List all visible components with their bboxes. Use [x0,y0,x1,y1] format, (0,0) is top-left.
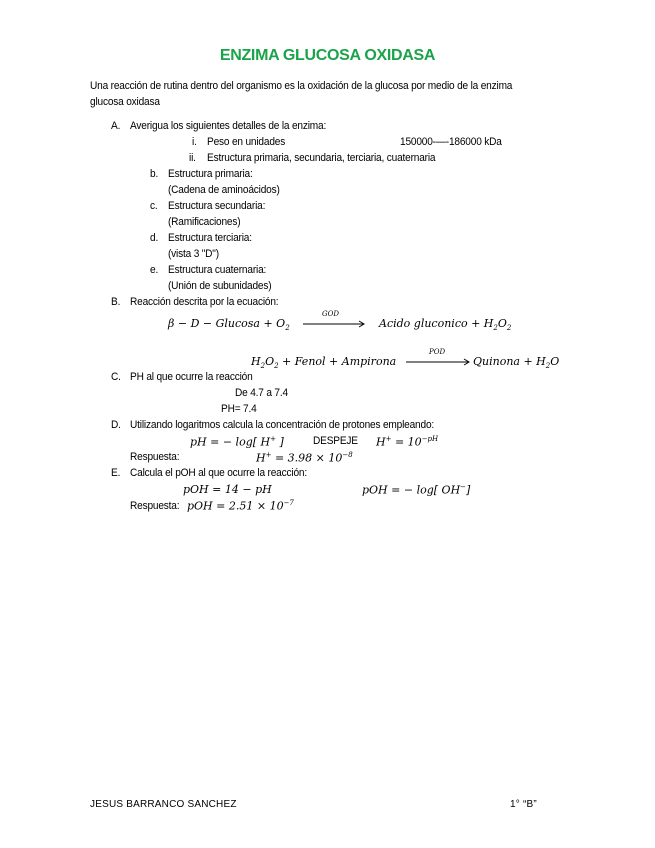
document-title: ENZIMA GLUCOSA OXIDASA [219,47,436,64]
reaction-arrow-1 [303,320,367,328]
footer-group: 1° “B” [510,799,537,810]
footer-author: JESUS BARRANCO SANCHEZ [90,799,237,810]
section-e-answer-label: Respuesta: [130,500,180,512]
section-e-answer: pOH = $2.51 \times 10^{-7}$ [187,499,294,513]
equation-2-right: Quinona + $H_2O$ [473,355,560,371]
equation-1-left: $\beta - D - Glucosa + O_2$ [168,317,290,333]
ph-value: PH= 7.4 [221,403,257,415]
roman-ii-marker: ii. [189,152,196,164]
section-e-marker: E. [111,467,121,479]
roman-ii-text: Estructura primaria, secundaria, terciaria, cuaternaria [207,152,436,164]
item-e-marker: e. [150,264,159,276]
item-c-marker: c. [150,200,158,212]
reaction-arrow-2 [406,358,472,366]
section-c-text: PH al que ocurre la reacción [130,371,253,383]
section-d-answer-label: Respuesta: [130,451,180,463]
equation-2-enzyme-label: POD [429,348,446,356]
item-e-text: Estructura cuaternaria: [168,264,267,276]
item-b-detail: (Cadena de aminoácidos) [168,184,280,196]
item-d-marker: d. [150,232,159,244]
item-e-detail: (Unión de subunidades) [168,280,272,292]
weight-value: 150000-—-186000 kDa [400,136,502,148]
section-a-text: Averigua los siguientes detalles de la enzima: [130,120,327,132]
despeje-label: DESPEJE [313,435,358,447]
intro-line-2: glucosa oxidasa [90,96,160,108]
equation-2-left: $H_2O_2$ + Fenol + Ampirona [251,355,397,371]
ph-formula: pH = − log[ H+ ] [190,435,284,449]
item-b-marker: b. [150,168,159,180]
section-a-marker: A. [111,120,121,132]
section-c-marker: C. [111,371,121,383]
proton-formula: $H^+ = 10^{-pH}$ [376,435,439,449]
section-d-text: Utilizando logaritmos calcula la concentración de protones empleando: [130,419,435,431]
item-c-detail: (Ramificaciones) [168,216,241,228]
item-b-text: Estructura primaria: [168,168,253,180]
poh-log-formula: pOH = − log[ OH−] [362,483,471,497]
section-b-marker: B. [111,296,121,308]
item-c-text: Estructura secundaria: [168,200,266,212]
section-d-answer: $H^+ = 3.98 \times 10^{-8}$ [256,451,353,465]
intro-line-1: Una reacción de rutina dentro del organismo es la oxidación de la glucosa por medio de la enzima [90,80,513,92]
ph-range: De 4.7 a 7.4 [235,387,288,399]
poh-formula: pOH = 14 − pH [183,483,272,496]
section-e-text: Calcula el pOH al que ocurre la reacción: [130,467,307,479]
roman-i-text: Peso en unidades [207,136,286,148]
section-d-marker: D. [111,419,121,431]
equation-1-right: Acido gluconico + $H_2O_2$ [379,317,512,333]
roman-i-marker: i. [192,136,197,148]
equation-1-enzyme-label: GOD [322,310,339,318]
section-b-text: Reacción descrita por la ecuación: [130,296,279,308]
item-d-detail: (vista 3 "D") [168,248,219,260]
item-d-text: Estructura terciaria: [168,232,252,244]
